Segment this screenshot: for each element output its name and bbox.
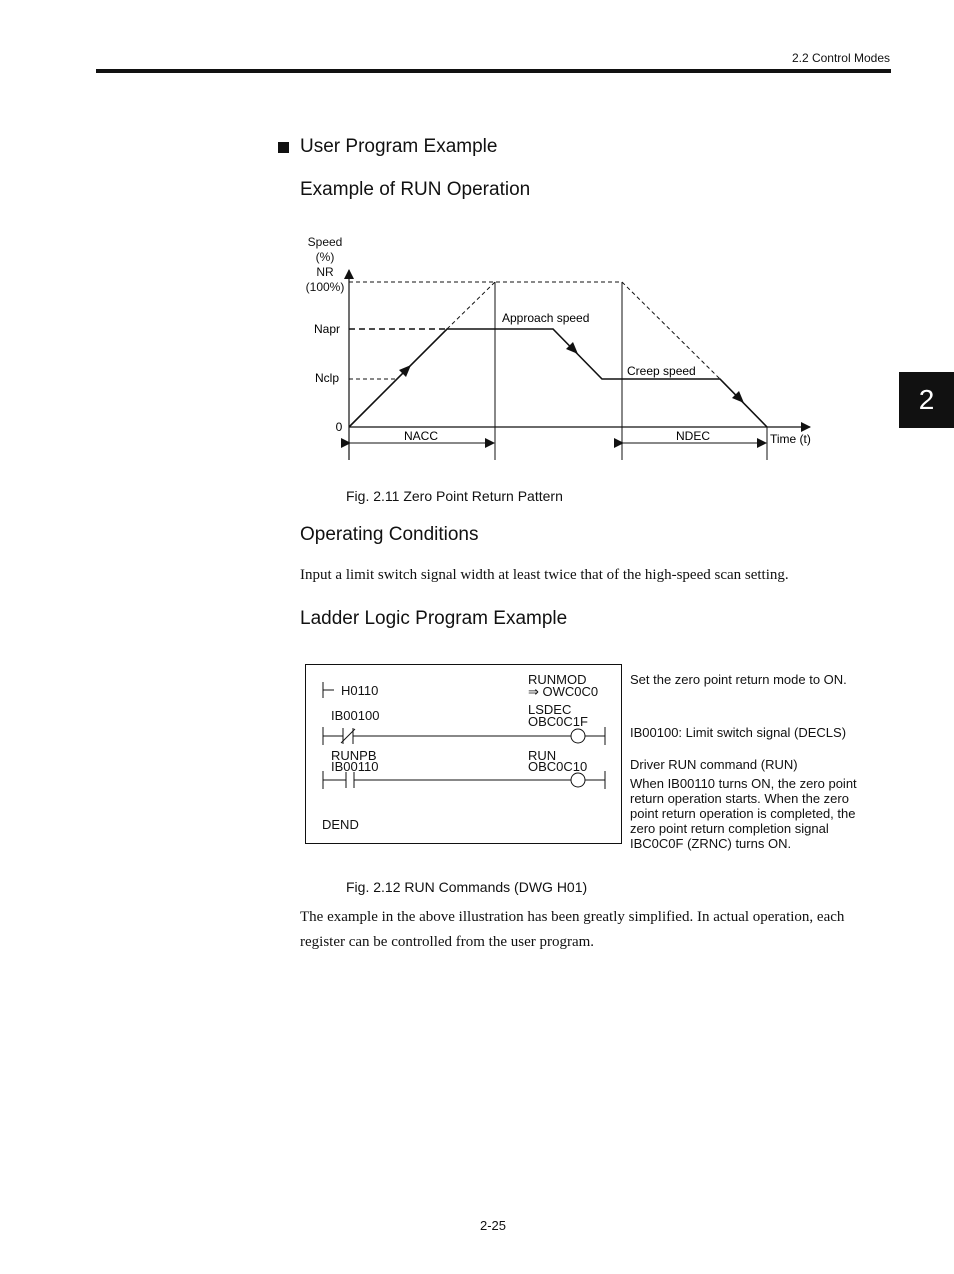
obc0c10-label: OBC0C10: [528, 759, 588, 774]
nacc-label: NACC: [403, 429, 439, 443]
creep-speed-label: Creep speed: [627, 364, 696, 378]
ndec-label: NDEC: [675, 429, 711, 443]
time-axis-label: Time (t): [770, 432, 811, 446]
ladder-diagram: [305, 664, 622, 844]
lsdec-label: LSDEC: [528, 702, 572, 717]
chapter-tab[interactable]: 2: [899, 372, 954, 428]
y-label-speed: Speed: [307, 235, 343, 249]
annotation-run-command: Driver RUN command (RUN): [630, 757, 798, 772]
annotation-line: point return operation is completed, the: [630, 806, 856, 821]
lsdec-coil-icon: [571, 729, 585, 743]
ib00110-label: IB00110: [331, 759, 379, 774]
annotation-line: IBC0C0F (ZRNC) turns ON.: [630, 836, 792, 851]
annotation-line: When IB00110 turns ON, the zero point: [630, 776, 857, 791]
y-axis-label: [306, 235, 345, 294]
run-label: RUN: [528, 748, 557, 763]
runpb-label: RUNPB: [331, 748, 377, 763]
header-rule: [96, 69, 891, 73]
section-title: [278, 136, 497, 158]
ib00100-label: IB00100: [331, 708, 380, 723]
h0110-label: H0110: [341, 683, 379, 698]
annotation-limit-switch: IB00100: Limit switch signal (DECLS): [630, 725, 847, 740]
figure-2-11-caption: Fig. 2.11 Zero Point Return Pattern: [346, 488, 563, 504]
square-bullet-icon: [278, 142, 289, 153]
zero-point-return-chart: [290, 230, 850, 470]
figure-2-12-caption: Fig. 2.12 RUN Commands (DWG H01): [346, 879, 588, 895]
dend-label: DEND: [322, 817, 359, 832]
accel-extension-line: [447, 282, 495, 329]
operating-conditions-text: Input a limit switch signal width at least twice that of the high-speed scan setting.: [300, 567, 789, 583]
section-title-text: User Program Example: [300, 136, 498, 157]
closing-line: register can be controlled from the user program.: [300, 934, 595, 950]
y-label-percent: (%): [315, 250, 335, 264]
speed-profile: [349, 329, 767, 427]
operating-conditions-heading: Operating Conditions: [300, 524, 479, 545]
obc0c1f-label: OBC0C1F: [528, 714, 588, 729]
zero-label: 0: [335, 420, 343, 434]
annotation-line: zero point return completion signal: [630, 821, 829, 836]
annotation-description: [630, 776, 857, 851]
owc0c0-label: ⇒ OWC0C0: [528, 684, 599, 699]
ladder-heading: Ladder Logic Program Example: [300, 608, 568, 629]
annotation-zero-mode: Set the zero point return mode to ON.: [630, 672, 847, 687]
napr-label: Napr: [313, 322, 341, 336]
running-head: 2.2 Control Modes: [791, 51, 890, 65]
page-number: 2-25: [480, 1218, 507, 1233]
closing-line: The example in the above illustration has been greatly simplified. In actual operation, each: [300, 909, 845, 925]
run-coil-icon: [571, 773, 585, 787]
nclp-label: Nclp: [314, 371, 340, 385]
closing-paragraph: [300, 905, 844, 955]
y-label-100: (100%): [305, 280, 345, 294]
y-label-nr: NR: [316, 265, 334, 279]
approach-speed-label: Approach speed: [502, 311, 590, 325]
run-operation-heading: Example of RUN Operation: [300, 179, 531, 200]
annotation-line: return operation starts. When the zero: [630, 791, 849, 806]
runmod-label: RUNMOD: [528, 672, 587, 687]
